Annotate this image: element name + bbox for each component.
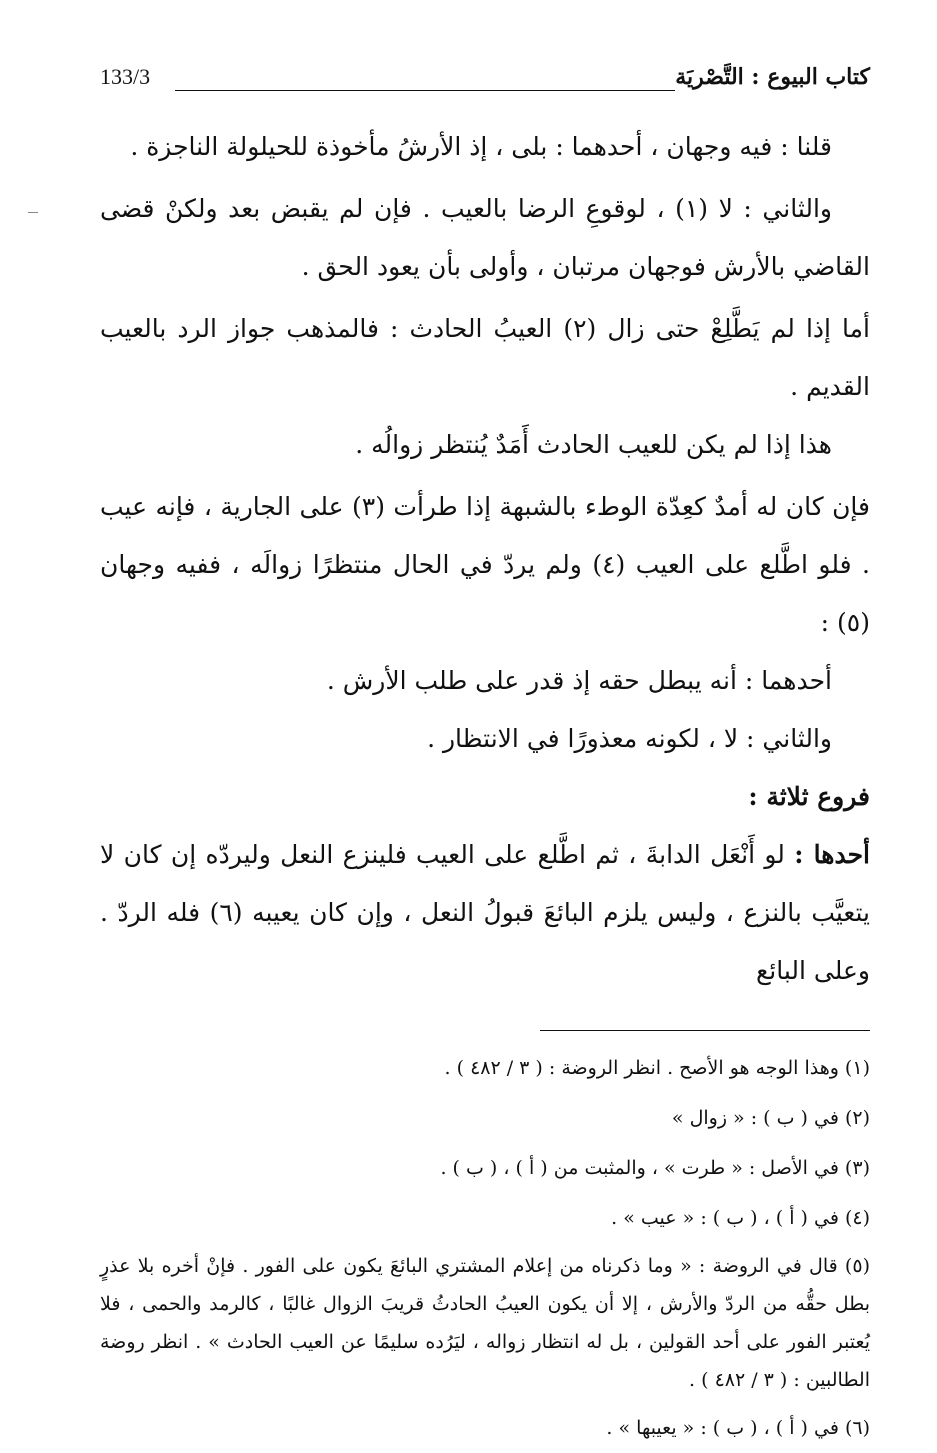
footnote-rule [540, 1030, 870, 1031]
margin-mark [28, 212, 38, 213]
running-title: كتاب البيوع : التَّصْريَة [675, 64, 870, 90]
body-text [100, 118, 870, 1000]
paragraph [100, 826, 870, 1000]
paragraph: هذا إذا لم يكن للعيب الحادث أَمَدٌ يُنتظر زوالُه . [355, 430, 832, 459]
page-number: 133/3 [100, 64, 151, 89]
paragraph: أحدهما : أنه يبطل حقه إذ قدر على طلب الأرش . [326, 666, 832, 695]
paragraph: أما إذا لم يَطَّلِعْ حتى زال (٢) العيبُ الحادث : فالمذهب جواز الرد بالعيب القديم . [100, 314, 871, 401]
paragraph: فإن كان له أمدٌ كعِدّة الوطء بالشبهة إذا طرأت (٣) على الجارية ، فإنه عيب . فلو اطَّلع على العيب (٤) ولم يردّ في الحال منتظرًا زوالَه ، ففيه وجهان (٥) : [100, 492, 871, 637]
footnote: (٢) في ( ب ) : « زوال » [671, 1107, 870, 1129]
branch-text: لو أَنْعَل الدابةَ ، ثم اطَّلع على العيب فلينزع النعل وليردّه إن كان لا يتعيَّب بالنزع ، وليس يلزم البائعَ قبولُ النعل ، وإن كان يعيبه (٦) فله الردّ . وعلى البائع [100, 840, 870, 985]
running-head [100, 60, 870, 100]
footnote: (٣) في الأصل : « طرت » ، والمثبت من ( أ ) ، ( ب ) . [440, 1157, 870, 1179]
paragraph: قلنا : فيه وجهان ، أحدهما : بلى ، إذ الأرشُ مأخوذة للحيلولة الناجزة . [130, 132, 832, 161]
running-head-rule [175, 90, 675, 91]
paragraph: والثاني : لا (١) ، لوقوعِ الرضا بالعيب . فإن لم يقبض بعد ولكنْ قضى القاضي بالأرش فوجهان مرتبان ، وأولى بأن يعود الحق . [100, 194, 870, 281]
footnote: (١) وهذا الوجه هو الأصح . انظر الروضة : ( ٣ / ٤٨٢ ) . [444, 1057, 870, 1079]
footnote: (٥) قال في الروضة : « وما ذكرناه من إعلام المشتري البائعَ يكون على الفور . فإنْ أخره بلا عذرٍ بطل حقُّه من الردّ والأرش ، إلا أن يكون العيبُ الحادثُ قريبَ الزوال غالبًا ، كالرمد والحمى ، فلا يُعتبر الفور على أحد القولين ، بل له انتظار زواله ، ليَرُده سليمًا عن العيب الحادث » . انظر روضة الطالبين : ( ٣ / ٤٨٢ ) . [100, 1255, 870, 1391]
footnote: (٤) في ( أ ) ، ( ب ) : « عيب » . [611, 1207, 870, 1229]
section-heading: فروع ثلاثة : [748, 782, 870, 811]
paragraph: والثاني : لا ، لكونه معذورًا في الانتظار . [427, 724, 832, 753]
footnote: (٦) في ( أ ) ، ( ب ) : « يعيبها » . [606, 1417, 870, 1439]
page [100, 60, 870, 1453]
footnotes [100, 1043, 870, 1453]
branch-lead: أحدها : [794, 840, 870, 869]
